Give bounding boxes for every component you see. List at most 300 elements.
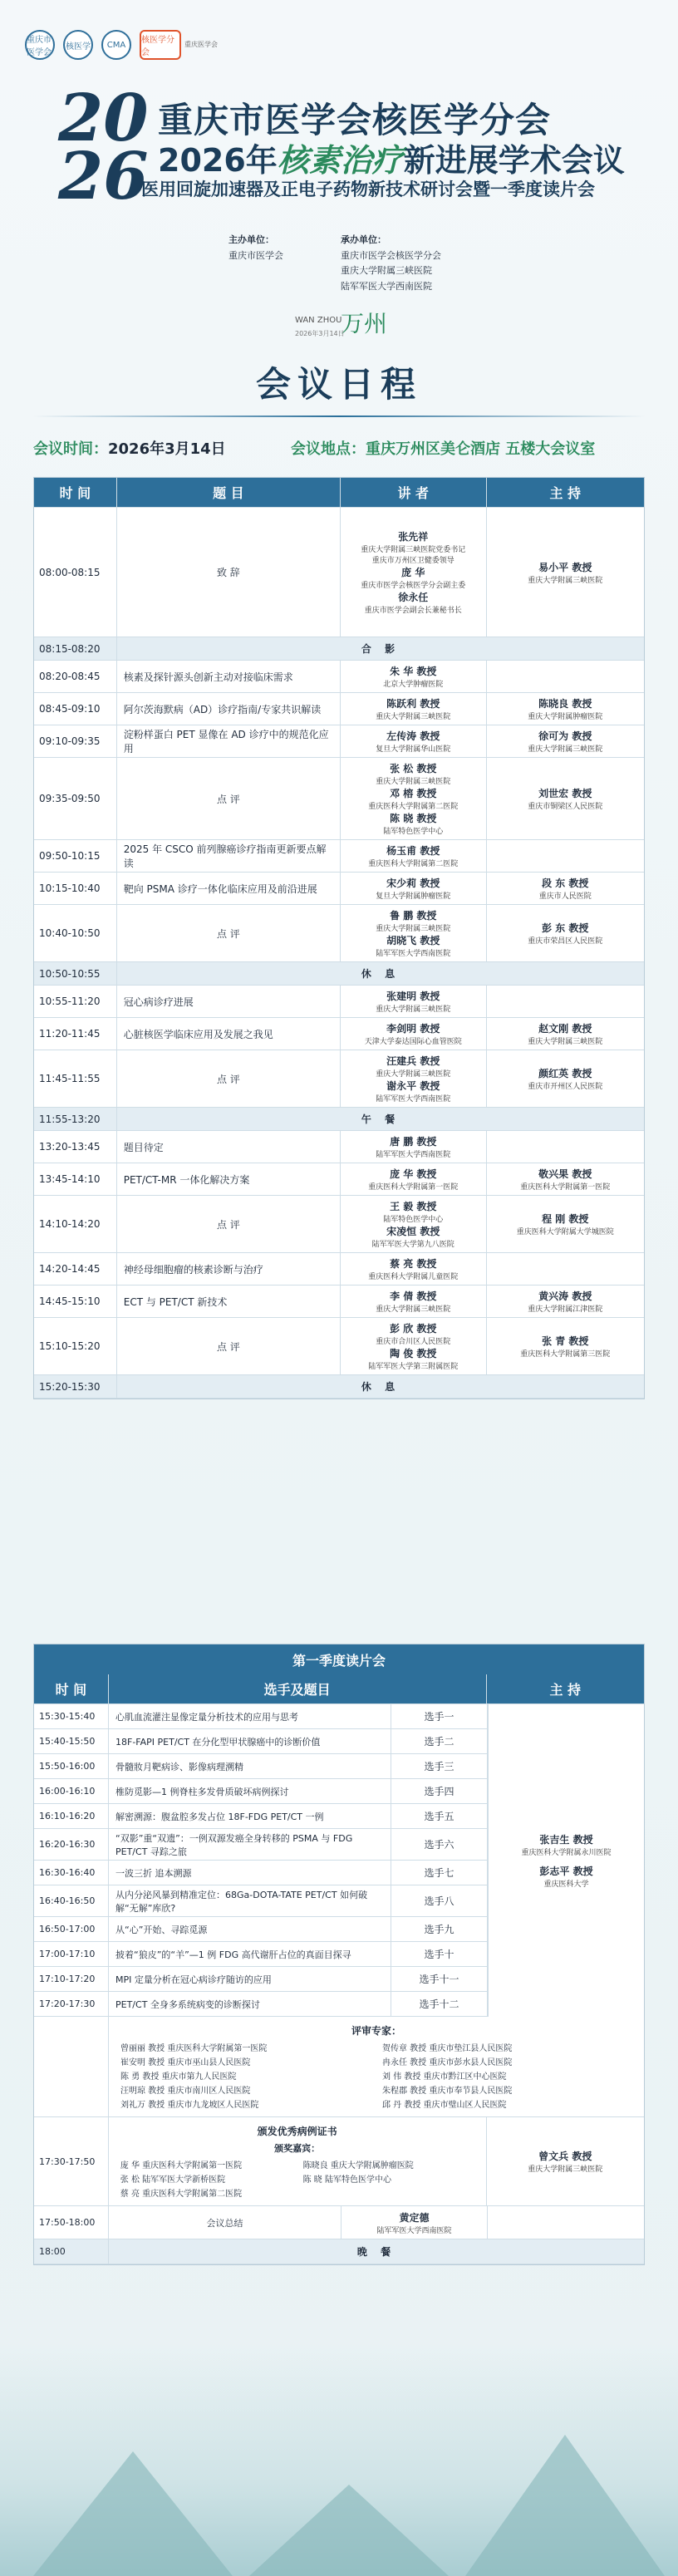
reading-contestant: 选手六 [391, 1829, 488, 1860]
row-speakers [341, 1050, 487, 1107]
mountain-shape [33, 2451, 233, 2576]
speaker-affil: 陆军军医大学西南医院 [376, 1151, 451, 1159]
break-label: 午 餐 [361, 1113, 400, 1125]
host-affil: 重庆大学附属三峡医院 [528, 745, 603, 754]
reading-row [34, 1829, 488, 1861]
row-speakers [341, 873, 487, 904]
reading-row [34, 1729, 488, 1754]
organizer-org [341, 233, 441, 295]
closing-topic: 会议总结 [109, 2206, 341, 2239]
row-topic: 核素及探针源头创新主动对接临床需求 [117, 661, 341, 692]
table-row [34, 693, 644, 725]
table-row [34, 1131, 644, 1163]
reading-row [34, 1885, 488, 1917]
nuclear-logo: 核医学分会 [140, 30, 181, 60]
host-name: 徐可为 教授 [538, 730, 592, 742]
reading-topic: 解密溯源：腹盆腔多发占位 18F-FDG PET/CT 一例 [109, 1804, 391, 1828]
reading-contestant: 选手五 [391, 1804, 488, 1828]
table-header [34, 478, 644, 508]
speaker-name: 宋少莉 教授 [386, 878, 440, 889]
host-affil: 重庆医科大学附属第一医院 [520, 1183, 611, 1192]
row-host [487, 1253, 644, 1285]
row-topic: 点 评 [117, 1318, 341, 1374]
reading-row [34, 1917, 488, 1942]
reading-topic: 18F-FAPI PET/CT 在分化型甲状腺癌中的诊断价值 [109, 1729, 391, 1753]
host-affil: 重庆市荣昌区人民医院 [528, 937, 603, 946]
header-time: 时 间 [34, 478, 117, 507]
speaker-name: 邓 榕 教授 [390, 788, 437, 799]
row-topic: 点 评 [117, 1196, 341, 1252]
row-time: 11:20-11:45 [34, 1018, 117, 1050]
organizer-3: 陆军军医大学西南医院 [341, 281, 432, 293]
host-org [228, 233, 283, 263]
expert-entry: 贺传章 教授 重庆市垫江县人民医院 [382, 2044, 513, 2053]
row-host [487, 840, 644, 872]
award-time: 17:30-17:50 [34, 2117, 109, 2205]
award-host-name: 曾文兵 教授 [538, 2151, 592, 2162]
row-host [487, 986, 644, 1017]
speaker-name: 张建明 教授 [386, 991, 440, 1002]
reading-row [34, 1861, 488, 1885]
society-logo: CMA [101, 30, 131, 60]
speaker-affil: 重庆市万州区卫健委领导 [371, 557, 454, 565]
speaker-affil: 重庆大学附属三峡医院 [376, 1005, 451, 1014]
row-speakers [341, 725, 487, 757]
reading-time: 16:20-16:30 [34, 1829, 109, 1860]
reading-contestant: 选手二 [391, 1729, 488, 1753]
reading-host-1-name: 张吉生 教授 [539, 1834, 593, 1846]
host-name: 彭 东 教授 [542, 922, 589, 934]
speaker-affil: 北京大学肿瘤医院 [383, 681, 444, 689]
row-host [487, 1131, 644, 1163]
table-row [34, 905, 644, 962]
reading-header-host: 主 持 [549, 1682, 582, 1698]
reading-time: 16:10-16:20 [34, 1804, 109, 1828]
row-time: 09:35-09:50 [34, 758, 117, 839]
row-host [487, 1050, 644, 1107]
row-host [487, 873, 644, 904]
break-row [34, 637, 644, 661]
speaker-affil: 重庆市合川区人民医院 [376, 1338, 451, 1346]
row-speakers [341, 1196, 487, 1252]
expert-entry: 崔安明 教授 重庆市巫山县人民医院 [120, 2058, 251, 2067]
break-label: 休 息 [361, 1381, 400, 1393]
row-topic: 点 评 [117, 1050, 341, 1107]
speaker-affil: 重庆医科大学附属第一医院 [368, 1183, 459, 1192]
award-title: 颁发优秀病例证书 [257, 2126, 337, 2137]
row-topic: 阿尔茨海默病（AD）诊疗指南/专家共识解读 [117, 693, 341, 725]
reading-time: 15:30-15:40 [34, 1704, 109, 1728]
reading-row [34, 1704, 488, 1729]
speaker-name: 杨玉甫 教授 [386, 845, 440, 857]
speaker-affil: 陆军军医大学第九八医院 [371, 1241, 454, 1249]
speaker-affil: 陆军特色医学中心 [383, 828, 444, 836]
landscape-decoration [0, 2343, 678, 2576]
host-affil: 重庆市开州区人民医院 [528, 1083, 603, 1091]
speaker-affil: 复旦大学附属华山医院 [376, 745, 451, 754]
speaker-name: 蔡 亮 教授 [390, 1258, 437, 1270]
medical-logo: 核医学 [63, 30, 93, 60]
organizer-2: 重庆大学附属三峡医院 [341, 265, 432, 277]
table-row [34, 508, 644, 637]
table-row [34, 873, 644, 905]
row-speakers [341, 905, 487, 961]
break-row [34, 1375, 644, 1399]
host-affil: 重庆大学附属三峡医院 [528, 576, 603, 585]
host-name: 黄兴涛 教授 [538, 1290, 592, 1302]
row-host [487, 661, 644, 692]
break-time: 08:15-08:20 [34, 637, 117, 660]
reading-row [34, 1942, 488, 1967]
speaker-name: 汪建兵 教授 [386, 1055, 440, 1067]
reading-time: 15:50-16:00 [34, 1754, 109, 1778]
speaker-name: 胡晓飞 教授 [386, 935, 440, 946]
row-speakers [341, 1286, 487, 1317]
header-host: 主 持 [549, 485, 582, 501]
speaker-affil: 重庆大学附属三峡医院 [376, 925, 451, 933]
expert-entry: 曾丽丽 教授 重庆医科大学附属第一医院 [120, 2044, 268, 2053]
experts-title: 评审专家： [351, 2025, 401, 2037]
row-topic: 点 评 [117, 758, 341, 839]
break-row [34, 962, 644, 986]
speaker-affil: 重庆市医学会核医学分会副主委 [361, 582, 466, 590]
speaker-name: 朱 华 教授 [390, 666, 437, 677]
speaker-affil: 天津大学泰达国际心血管医院 [364, 1038, 462, 1046]
header-speaker: 讲 者 [341, 478, 487, 507]
row-topic: PET/CT-MR 一体化解决方案 [117, 1163, 341, 1195]
numeral-20: 20 [58, 81, 149, 156]
row-speakers [341, 693, 487, 725]
closing-speaker-affil: 陆军军医大学西南医院 [376, 2226, 452, 2235]
dinner-label: 晚 餐 [356, 2246, 396, 2258]
host-name: 陈晓良 教授 [538, 698, 592, 710]
speaker-name: 陈 晓 教授 [390, 813, 437, 824]
reading-contestant: 选手七 [391, 1861, 488, 1885]
host-affil: 重庆医科大学附属大学城医院 [516, 1228, 614, 1236]
expert-entry: 刘 伟 教授 重庆市黔江区中心医院 [382, 2072, 507, 2082]
closing-speaker-name: 黄定德 [399, 2211, 430, 2224]
speaker-affil: 重庆大学附属三峡医院党委书记 [361, 546, 466, 554]
row-time: 08:45-09:10 [34, 693, 117, 725]
mountain-shape [465, 2435, 665, 2576]
host-label: 主办单位： [228, 234, 274, 245]
row-host [487, 758, 644, 839]
host-name: 赵文刚 教授 [538, 1023, 592, 1035]
speaker-name: 陶 俊 教授 [390, 1348, 437, 1359]
speaker-name: 徐永任 [398, 592, 429, 603]
reading-host-1-affil: 重庆医科大学附属永川医院 [521, 1849, 612, 1857]
speaker-affil: 重庆医科大学附属第二医院 [368, 803, 459, 811]
meeting-time-label: 会议时间： [33, 440, 108, 458]
break-label: 休 息 [361, 968, 400, 980]
expert-entry: 冉永任 教授 重庆市彭水县人民医院 [382, 2058, 513, 2067]
reading-topic: 一波三折 追本溯源 [109, 1861, 391, 1885]
award-guest: 张 松 陆军军医大学新桥医院 [120, 2175, 226, 2185]
row-time: 09:10-09:35 [34, 725, 117, 757]
row-topic: 点 评 [117, 905, 341, 961]
table-row [34, 725, 644, 758]
speaker-name: 鲁 鹏 教授 [390, 910, 437, 922]
table-row [34, 1253, 644, 1286]
speaker-name: 李剑明 教授 [386, 1023, 440, 1035]
wanzhou-date: 2026年3月14日 [295, 330, 345, 337]
speaker-name: 陈跃利 教授 [386, 698, 440, 710]
award-guest: 陈 晓 陆军特色医学中心 [302, 2175, 391, 2185]
table-row [34, 758, 644, 840]
speaker-affil: 重庆市医学会副会长兼秘书长 [364, 607, 462, 615]
row-speakers [341, 1018, 487, 1050]
speaker-name: 李 倩 教授 [390, 1290, 437, 1302]
row-time: 14:45-15:10 [34, 1286, 117, 1317]
row-topic: 淀粉样蛋白 PET 显像在 AD 诊疗中的规范化应用 [117, 725, 341, 757]
row-speakers [341, 840, 487, 872]
schedule-title: 会议日程 [255, 364, 422, 405]
mountain-shape [249, 2485, 449, 2576]
host-affil: 重庆大学附属江津医院 [528, 1305, 603, 1314]
closing-time: 17:50-18:00 [34, 2206, 109, 2239]
speaker-affil: 重庆大学附属三峡医院 [376, 778, 451, 786]
speaker-affil: 陆军军医大学西南医院 [376, 950, 451, 958]
speaker-affil: 陆军特色医学中心 [383, 1216, 444, 1224]
numeral-26: 26 [58, 139, 149, 215]
host-name: 张 青 教授 [542, 1335, 589, 1347]
reading-body [34, 1704, 644, 2017]
reading-topic: PET/CT 全身多系统病变的诊断探讨 [109, 1992, 391, 2016]
reading-time: 16:50-17:00 [34, 1917, 109, 1941]
reading-contestant: 选手十二 [391, 1992, 488, 2016]
reading-time: 15:40-15:50 [34, 1729, 109, 1753]
closing-speaker [341, 2206, 488, 2239]
header-topic: 题 目 [117, 478, 341, 507]
reading-topic: 骨髓妝月靶病诊、影像病理溯精 [109, 1754, 391, 1778]
reading-time: 16:40-16:50 [34, 1885, 109, 1916]
title-highlight: 核素治疗 [277, 141, 404, 179]
row-speakers [341, 758, 487, 839]
speaker-affil: 重庆医科大学附属第二医院 [368, 860, 459, 868]
row-time: 08:00-08:15 [34, 508, 117, 637]
speaker-affil: 陆军军医大学西南医院 [376, 1095, 451, 1104]
schedule-table [33, 477, 645, 1399]
reading-topic: 心肌血流灌注显像定量分析技术的应用与思考 [109, 1704, 391, 1728]
host-name: 段 东 教授 [542, 878, 589, 889]
row-time: 10:40-10:50 [34, 905, 117, 961]
speaker-name: 张先祥 [398, 531, 429, 543]
reading-contestant: 选手九 [391, 1917, 488, 1941]
reading-topic: MPI 定量分析在冠心病诊疗随访的应用 [109, 1967, 391, 1991]
row-time: 10:15-10:40 [34, 873, 117, 904]
row-topic: 2025 年 CSCO 前列腺癌诊疗指南更新要点解读 [117, 840, 341, 872]
table-row [34, 661, 644, 693]
logo-row [25, 30, 224, 60]
row-host [487, 1286, 644, 1317]
speaker-name: 庞 华 教授 [390, 1168, 437, 1180]
reading-time: 16:00-16:10 [34, 1779, 109, 1803]
dinner-row [34, 2239, 644, 2264]
host-affil: 重庆医科大学附属第三医院 [520, 1350, 611, 1359]
table-row [34, 1286, 644, 1318]
reading-topic: 从内分泌风暴到精准定位：68Ga-DOTA-TATE PET/CT 如何破解“无解”库欣? [109, 1885, 391, 1916]
cma-logo: 重庆市医学会 [25, 30, 55, 60]
table-row [34, 1318, 644, 1375]
reading-row [34, 1967, 488, 1992]
row-time: 13:45-14:10 [34, 1163, 117, 1195]
row-speakers [341, 1163, 487, 1195]
wanzhou-en: WAN ZHOU [295, 316, 342, 325]
reading-header-time: 时 间 [34, 1674, 109, 1703]
row-topic: 致 辞 [117, 508, 341, 637]
reading-row [34, 1754, 488, 1779]
speaker-name: 庞 华 [401, 567, 425, 578]
host-name: 敬兴果 教授 [538, 1168, 592, 1180]
row-speakers [341, 1318, 487, 1374]
reading-contestant: 选手三 [391, 1754, 488, 1778]
reading-hosts [488, 1704, 644, 2017]
wanzhou-cn: 万州 [341, 310, 388, 337]
organizer-label: 承办单位： [341, 234, 386, 245]
row-topic: 神经母细胞瘤的核素诊断与治疗 [117, 1253, 341, 1285]
host-affil: 重庆市人民医院 [538, 892, 592, 901]
award-host-affil: 重庆大学附属三峡医院 [528, 2166, 603, 2174]
expert-entry: 汪明琼 教授 重庆市南川区人民医院 [120, 2087, 251, 2096]
reading-topic: 披着“狼皮”的“羊”—1 例 FDG 高代谢肝占位的真面目探寻 [109, 1942, 391, 1966]
host-name: 刘世宏 教授 [538, 788, 592, 799]
table-row [34, 1163, 644, 1196]
reading-time: 16:30-16:40 [34, 1861, 109, 1885]
host-name: 重庆市医学会 [228, 249, 283, 261]
experts-panel [109, 2017, 644, 2116]
title-suffix: 新进展学术会议 [403, 142, 625, 179]
reading-contestant: 选手十一 [391, 1967, 488, 1991]
row-time: 13:20-13:45 [34, 1131, 117, 1163]
speaker-name: 左传涛 教授 [386, 730, 440, 742]
speaker-affil: 重庆大学附属三峡医院 [376, 713, 451, 721]
row-host [487, 693, 644, 725]
meeting-time [33, 437, 226, 459]
row-time: 08:20-08:45 [34, 661, 117, 692]
reading-row [34, 1804, 488, 1829]
row-speakers [341, 1253, 487, 1285]
award-subtitle: 颁奖嘉宾： [274, 2143, 321, 2154]
row-host [487, 905, 644, 961]
host-affil: 重庆市铜梁区人民医院 [528, 803, 603, 811]
row-speakers [341, 661, 487, 692]
speaker-name: 谢永平 教授 [386, 1080, 440, 1092]
row-time: 09:50-10:15 [34, 840, 117, 872]
reading-topic: 椎防觅影—1 例脊柱多发骨质破坏病例探讨 [109, 1779, 391, 1803]
reading-row [34, 1779, 488, 1804]
break-time: 10:50-10:55 [34, 962, 117, 985]
host-affil: 重庆大学附属三峡医院 [528, 1038, 603, 1046]
row-host [487, 725, 644, 757]
expert-entry: 邱 丹 教授 重庆市璧山区人民医院 [382, 2101, 507, 2110]
reading-header-topic: 选手及题目 [109, 1674, 487, 1703]
speaker-name: 唐 鹏 教授 [390, 1136, 437, 1148]
row-time: 11:45-11:55 [34, 1050, 117, 1107]
reading-host-2-affil: 重庆医科大学 [543, 1880, 589, 1889]
meeting-place [291, 437, 595, 459]
break-time: 15:20-15:30 [34, 1375, 117, 1398]
expert-entry: 朱程郡 教授 重庆市奉节县人民医院 [382, 2087, 513, 2096]
speaker-affil: 陆军军医大学第三附属医院 [368, 1363, 459, 1371]
row-topic: 心脏核医学临床应用及发展之我见 [117, 1018, 341, 1050]
host-affil: 重庆大学附属肿瘤医院 [528, 713, 603, 721]
row-host [487, 1163, 644, 1195]
reading-contestant: 选手八 [391, 1885, 488, 1916]
reading-time: 17:20-17:30 [34, 1992, 109, 2016]
meeting-place-value: 重庆万州区美仑酒店 五楼大会议室 [366, 440, 596, 458]
divider [33, 415, 645, 417]
award-row [34, 2117, 644, 2206]
row-speakers [341, 508, 487, 637]
expert-entry: 陈 勇 教授 重庆市第九人民医院 [120, 2072, 237, 2082]
reading-time: 17:00-17:10 [34, 1942, 109, 1966]
dinner-time: 18:00 [34, 2239, 109, 2264]
award-panel [109, 2117, 487, 2205]
row-topic: ECT 与 PET/CT 新技术 [117, 1286, 341, 1317]
reading-time: 17:10-17:20 [34, 1967, 109, 1991]
break-time: 11:55-13:20 [34, 1108, 117, 1130]
row-speakers [341, 1131, 487, 1163]
table-row [34, 1018, 644, 1050]
reading-table [33, 1644, 645, 2265]
speaker-name: 彭 欣 教授 [390, 1323, 437, 1335]
row-host [487, 1318, 644, 1374]
reading-contestant: 选手一 [391, 1704, 488, 1728]
award-host [487, 2117, 644, 2205]
reading-header [34, 1674, 644, 1704]
reading-topic: 从“心”开始、寻踪觅源 [109, 1917, 391, 1941]
experts-time-cell [34, 2017, 109, 2116]
closing-row [34, 2206, 644, 2239]
break-row [34, 1108, 644, 1131]
experts-row [34, 2017, 644, 2117]
table-row [34, 986, 644, 1018]
row-time: 14:10-14:20 [34, 1196, 117, 1252]
table-row [34, 840, 644, 873]
speaker-name: 宋凌恒 教授 [386, 1226, 440, 1237]
reading-band: 第一季度读片会 [34, 1644, 644, 1674]
meeting-time-value: 2026年3月14日 [108, 440, 226, 458]
organizer-1: 重庆市医学会核医学分会 [341, 249, 441, 261]
table-row [34, 1050, 644, 1108]
speaker-affil: 复旦大学附属肿瘤医院 [376, 892, 451, 901]
title-line-1: 重庆市医学会核医学分会 [158, 100, 552, 140]
title-line-3: 医用回旋加速器及正电子药物新技术研讨会暨一季度读片会 [141, 179, 595, 199]
row-host [487, 1018, 644, 1050]
speaker-affil: 重庆大学附属三峡医院 [376, 1070, 451, 1079]
row-time: 15:10-15:20 [34, 1318, 117, 1374]
speaker-name: 张 松 教授 [390, 763, 437, 774]
title-line-2 [158, 135, 625, 180]
speaker-affil: 重庆大学附属三峡医院 [376, 1305, 451, 1314]
row-time: 14:20-14:45 [34, 1253, 117, 1285]
award-guest: 庞 华 重庆医科大学附属第一医院 [120, 2161, 243, 2170]
year-numerals [58, 81, 149, 215]
speaker-name: 王 毅 教授 [390, 1201, 437, 1212]
logo-caption: 重庆医学会 [184, 41, 218, 49]
reading-contestant: 选手四 [391, 1779, 488, 1803]
reading-row [34, 1992, 488, 2017]
table-row [34, 1196, 644, 1253]
meeting-place-label: 会议地点： [291, 440, 366, 458]
host-name: 程 刚 教授 [542, 1213, 589, 1225]
host-name: 易小平 教授 [538, 561, 592, 573]
row-topic: 冠心病诊疗进展 [117, 986, 341, 1017]
row-host [487, 1196, 644, 1252]
row-topic: 题目待定 [117, 1131, 341, 1163]
row-topic: 靶向 PSMA 诊疗一体化临床应用及前沿进展 [117, 873, 341, 904]
row-host [487, 508, 644, 637]
